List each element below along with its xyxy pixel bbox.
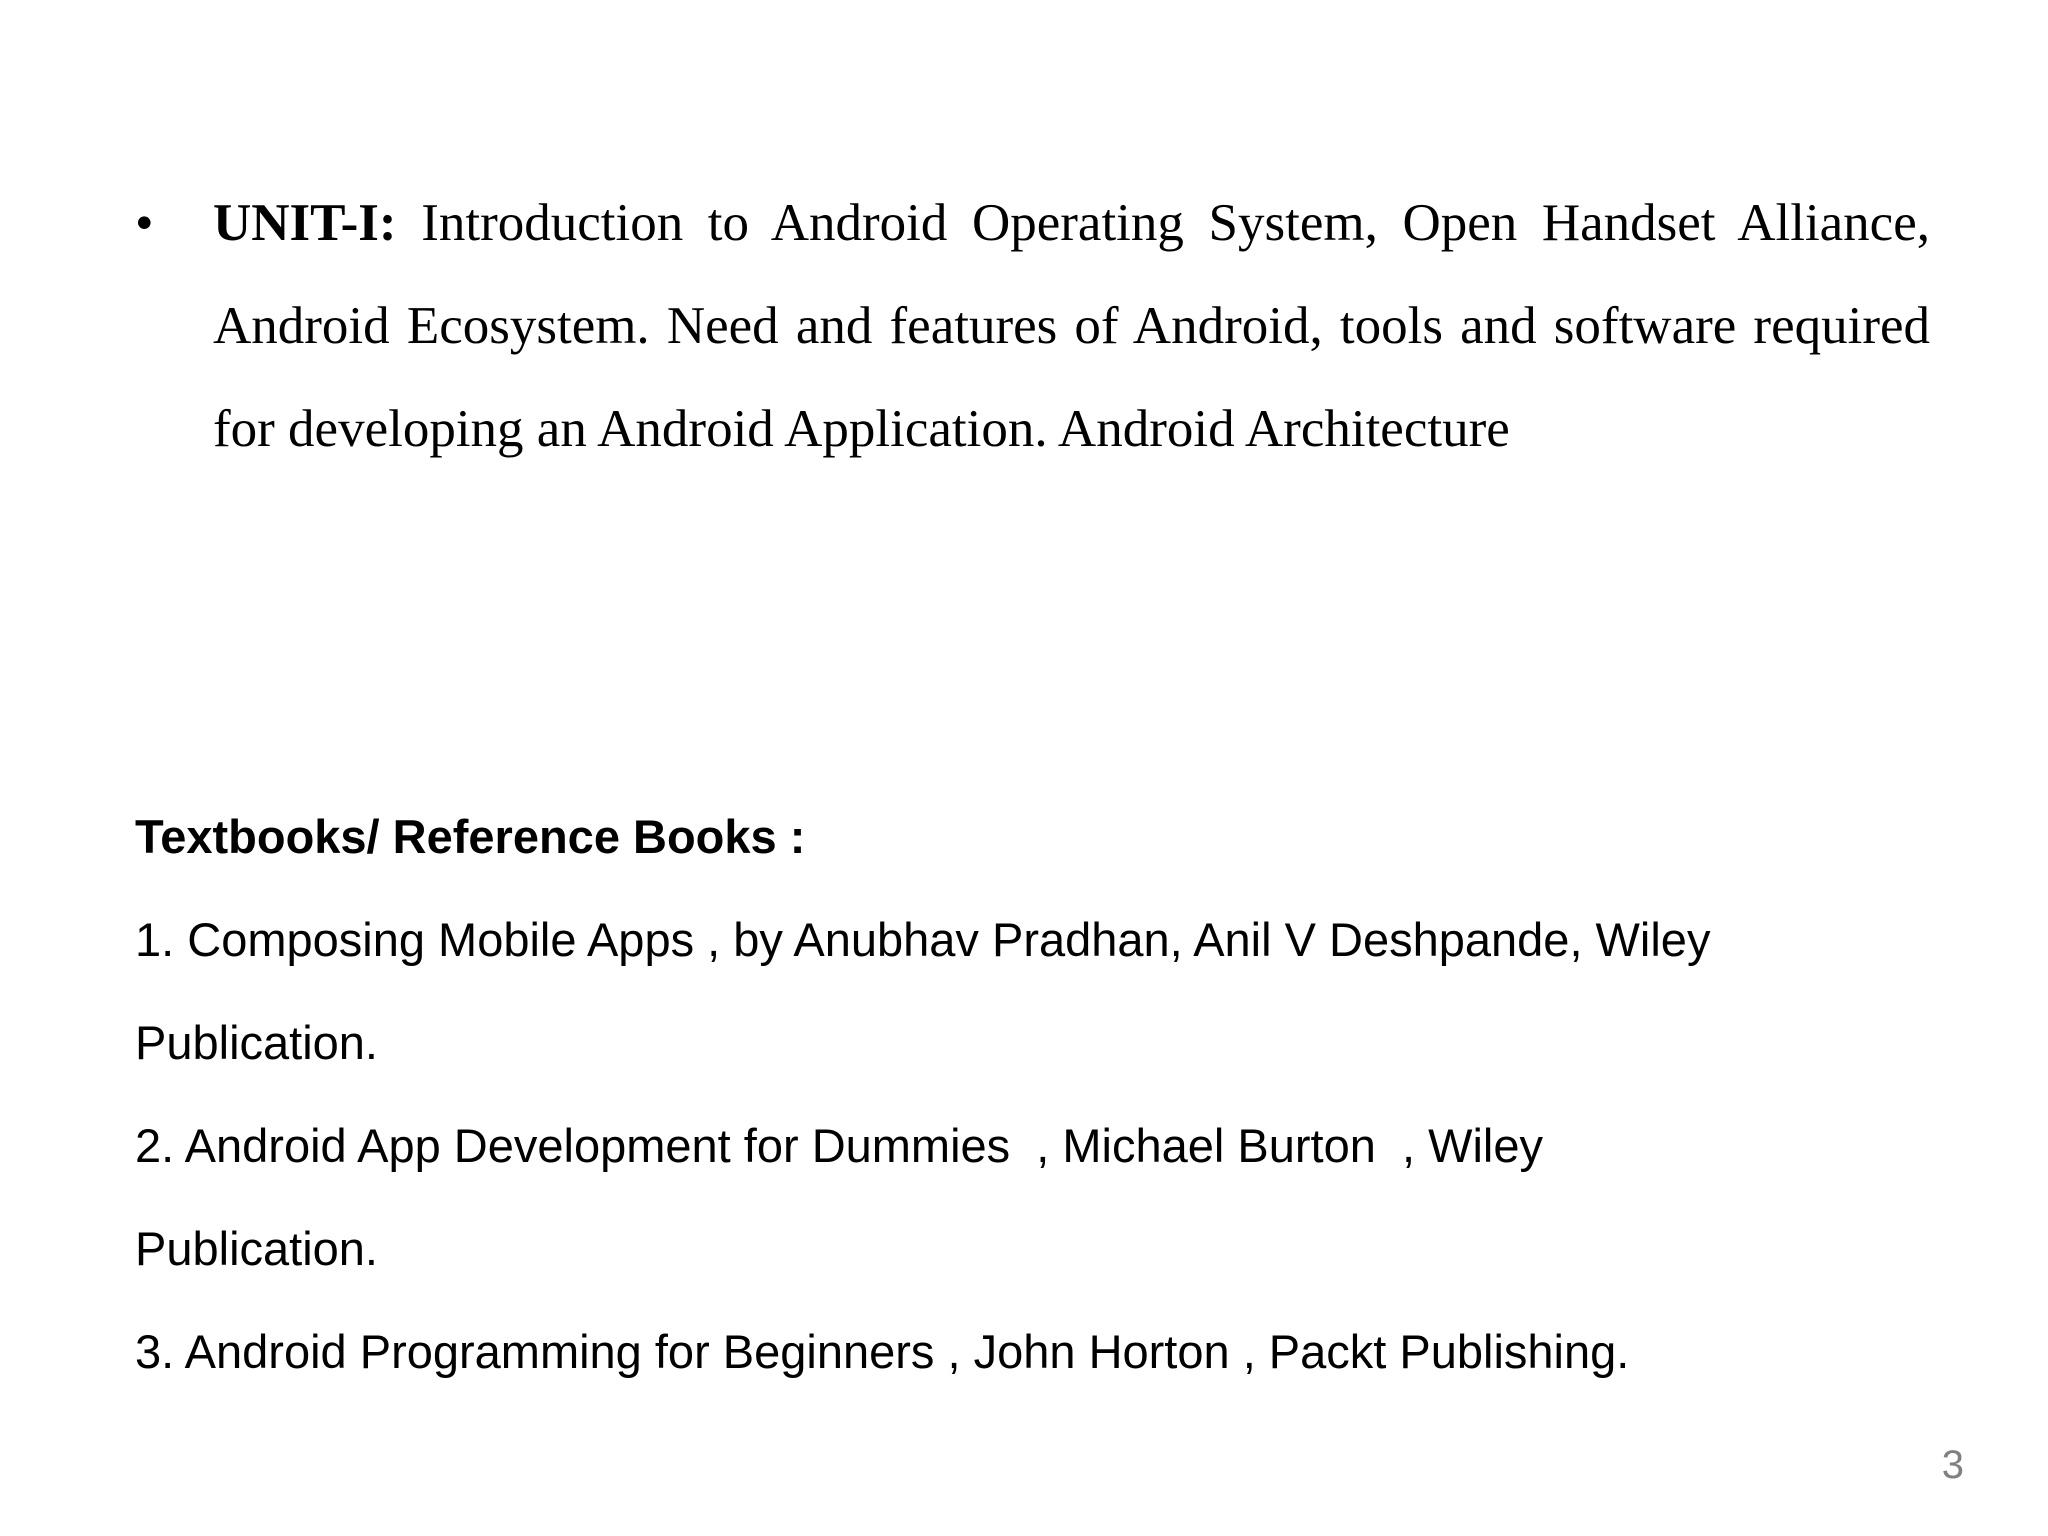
reference-books-section [135,785,1930,1403]
bullet-text [213,172,1930,481]
book-item-3 [135,1300,1930,1403]
book-item-1 [135,888,1930,1094]
page-number: 3 [1941,1443,1964,1487]
syllabus-bullet [135,172,1930,481]
book-item-2 [135,1094,1930,1300]
book-item-line: Publication. [135,1222,378,1275]
book-item-line: 3. Android Programming for Beginners , John Horton , Packt Publishing. [135,1325,1630,1378]
unit-description: Introduction to Android Operating System, Open Handset Alliance, Android Ecosystem. Need and features of Android, tools and software required for developing an Android Application. Android Architecture [213,194,1930,458]
book-item-line: 2. Android App Development for Dummies , Michael Burton , Wiley [135,1119,1544,1172]
bullet-icon: • [135,194,154,252]
unit-label: UNIT-I: [213,194,397,252]
book-item-line: 1. Composing Mobile Apps , by Anubhav Pradhan, Anil V Deshpande, Wiley [135,913,1711,966]
book-item-line: Publication. [135,1016,378,1069]
books-heading: Textbooks/ Reference Books : [135,810,806,863]
